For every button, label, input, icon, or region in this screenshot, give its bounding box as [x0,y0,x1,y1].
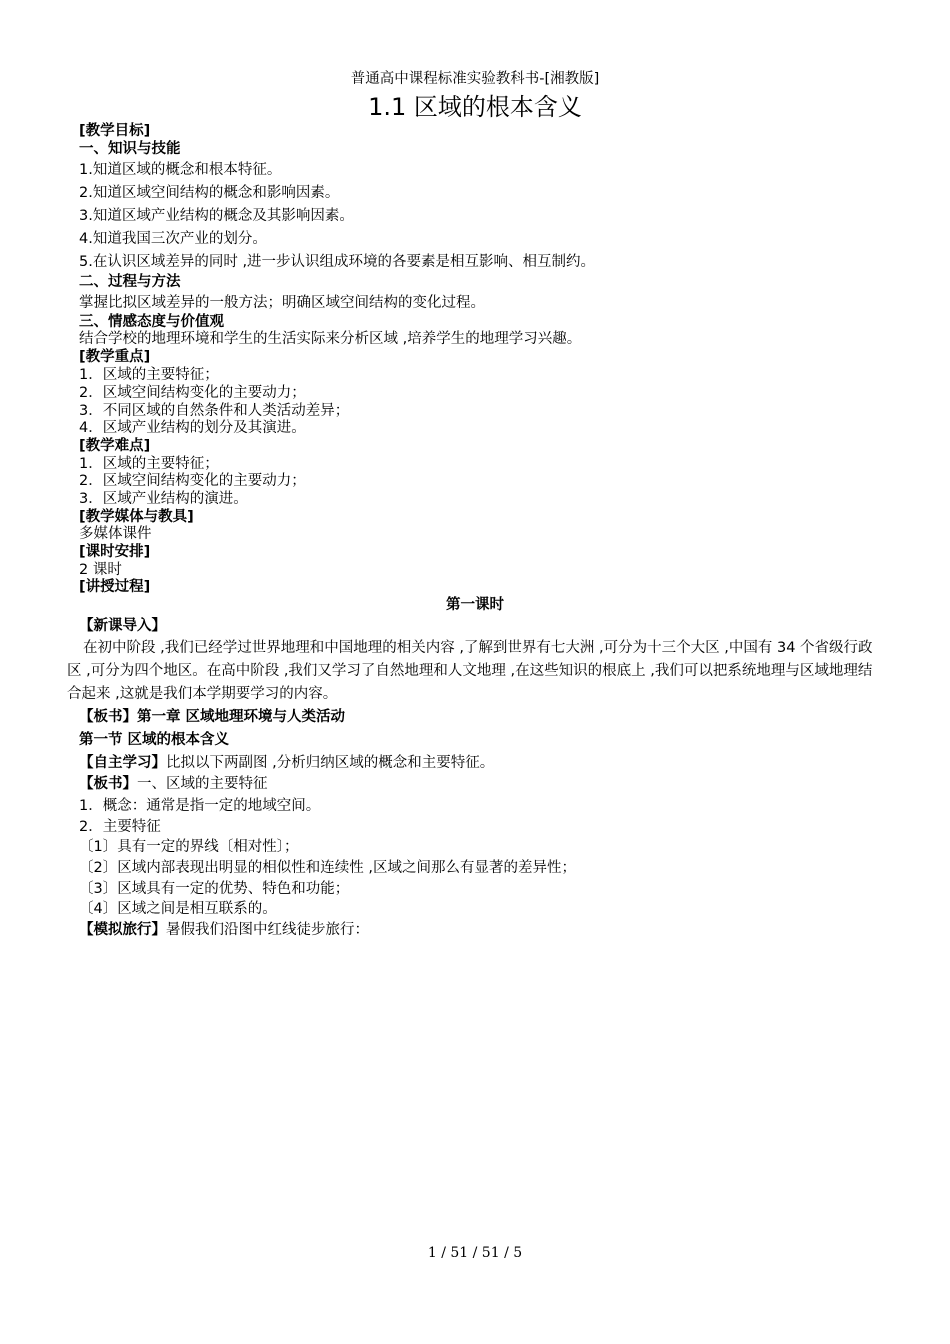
intro-paragraph: 在初中阶段 ,我们已经学过世界地理和中国地理的相关内容 ,了解到世界有七大洲 ,可分为十三个大区 ,中国有 34 个省级行政区 ,可分为四个地区。在高中阶段 ,我们又学习了自然地理和人文地理 ,在这些知识的根底上 ,我们可以把系统地理与区域地理结合起来 ,这就是我们本学期要学习的内容。 [67,640,873,702]
schedule-text: 2 课时 [79,562,122,578]
knowledge-heading: 一、知识与技能 [79,141,181,157]
schedule-heading: [课时安排] [79,544,151,560]
key-point-item: 4．区域产业结构的划分及其演进。 [79,420,306,436]
board-text: 一、区域的主要特征 [137,776,268,792]
board-chapter: 【板书】第一章 区域地理环境与人类活动 [79,709,346,725]
feature-item: 〔4〕区域之间是相互联系的。 [79,901,277,917]
feature-item: 〔2〕区域内部表现出明显的相似性和连续性 ,区域之间那么有显著的差异性； [79,860,576,876]
process-heading: 二、过程与方法 [79,274,181,290]
attitude-text: 结合学校的地理环境和学生的生活实际来分析区域 ,培养学生的地理学习兴趣。 [79,331,582,347]
knowledge-item: 2.知道区域空间结构的概念和影响因素。 [79,185,340,201]
self-study-label: 【自主学习】 [79,755,166,771]
intro-heading: 【新课导入】 [79,618,166,634]
knowledge-item: 3.知道区域产业结构的概念及其影响因素。 [79,208,354,224]
board-line [79,775,268,793]
knowledge-item: 1.知道区域的概念和根本特征。 [79,162,282,178]
board-label: 【板书】 [79,776,137,792]
feature-item: 〔1〕具有一定的界线〔相对性〕； [79,839,299,855]
media-heading: [教学媒体与教具] [79,509,194,525]
key-points-heading: [教学重点] [79,349,151,365]
page-number: 1 / 51 / 51 / 5 [427,1245,523,1261]
difficulty-item: 3．区域产业结构的演进。 [79,491,248,507]
travel-label: 【模拟旅行】 [79,922,166,938]
knowledge-item: 5.在认识区域差异的同时 ,进一步认识组成环境的各要素是相互影响、相互制约。 [79,254,596,270]
process-text: 掌握比拟区域差异的一般方法；明确区域空间结构的变化过程。 [79,295,485,311]
attitude-heading: 三、情感态度与价值观 [79,314,224,330]
self-study-text: 比拟以下两副图 ,分析归纳区域的概念和主要特征。 [166,755,495,771]
difficulties-heading: [教学难点] [79,438,151,454]
knowledge-item: 4.知道我国三次产业的划分。 [79,231,267,247]
travel-text: 暑假我们沿图中红线徒步旅行： [166,922,369,938]
media-text: 多媒体课件 [79,526,152,542]
difficulty-item: 2．区域空间结构变化的主要动力； [79,473,306,489]
features-heading: 2．主要特征 [79,819,161,835]
key-point-item: 2．区域空间结构变化的主要动力； [79,385,306,401]
objectives-heading: [教学目标] [79,123,151,139]
key-point-item: 1．区域的主要特征； [79,367,219,383]
travel-line [79,921,369,939]
section-title: 第一节 区域的根本含义 [79,732,230,748]
concept-item: 1．概念：通常是指一定的地域空间。 [79,798,321,814]
feature-item: 〔3〕区域具有一定的优势、特色和功能； [79,881,350,897]
process-section-heading: [讲授过程] [79,579,151,595]
lesson-title: 1.1 区域的根本含义 [368,93,582,121]
lesson-period-title: 第一课时 [446,597,504,613]
document-subtitle: 普通高中课程标准实验教科书-[湘教版] [350,71,600,87]
self-study-line [79,754,494,772]
key-point-item: 3．不同区域的自然条件和人类活动差异； [79,403,350,419]
difficulty-item: 1．区域的主要特征； [79,456,219,472]
